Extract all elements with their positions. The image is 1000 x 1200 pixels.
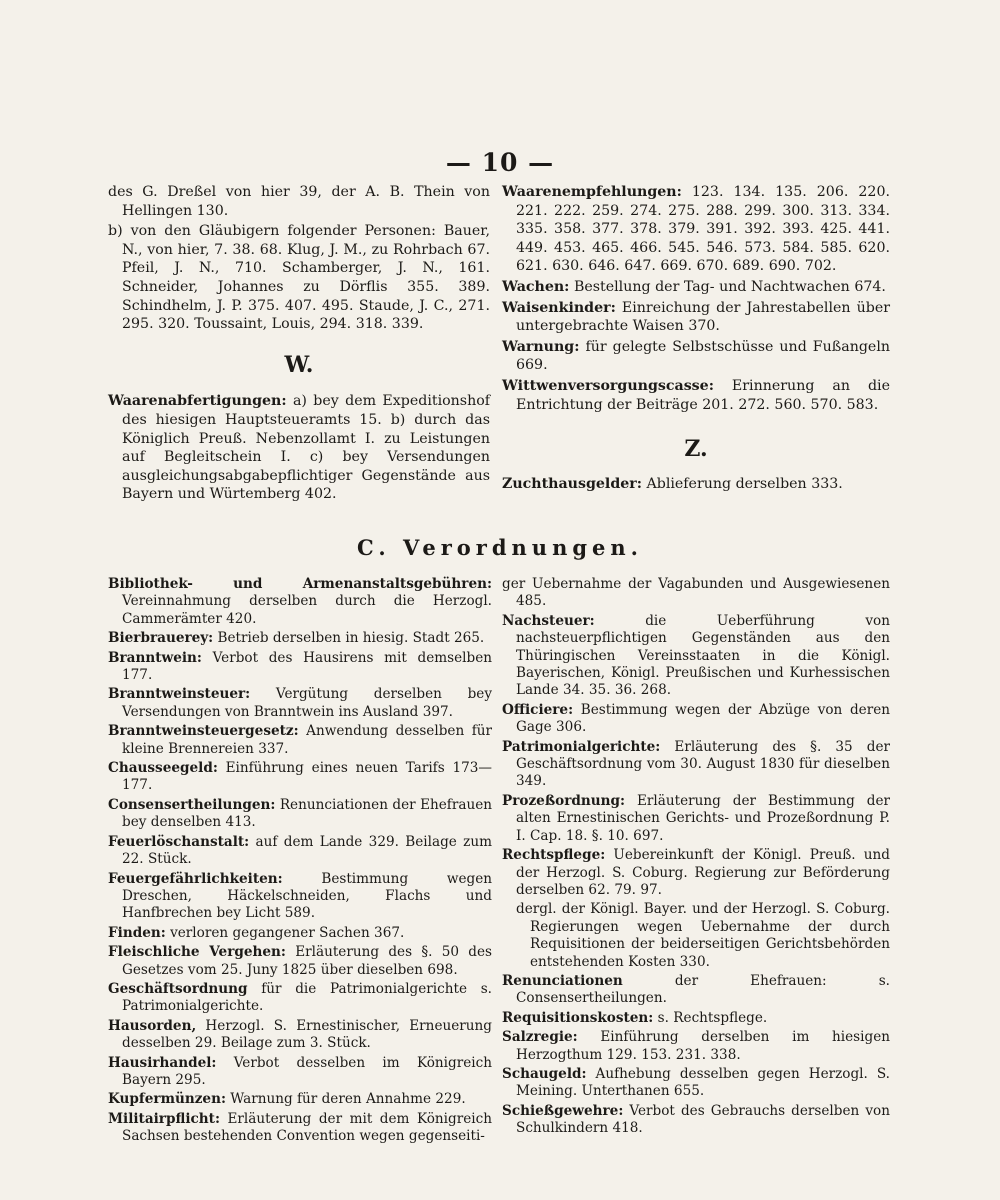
entry-term: Chausseegeld: xyxy=(108,760,218,777)
entry-text: Bestimmung wegen Dreschen, Häckelschneiden, Flachs und Hanfbrechen bey Licht 589. xyxy=(122,870,492,922)
index-entry xyxy=(108,944,492,979)
entry-text: Erläuterung der Bestimmung der alten Ernestinischen Gerichts- und Prozeßordnung P. I. Cap. 18. §. 10. 697. xyxy=(516,792,890,844)
index-entry xyxy=(108,630,492,647)
entry-term: Wachen: xyxy=(502,278,570,295)
index-entry xyxy=(502,739,890,791)
entry-text: Uebereinkunft der Königl. Preuß. und der Herzogl. S. Coburg. Regierung zur Beförderung derselben 62. 79. 97. xyxy=(516,847,890,898)
entry-text: Erinnerung an die Entrichtung der Beiträge 201. 272. 560. 570. 583. xyxy=(516,377,890,413)
entry-term: Geschäftsordnung xyxy=(108,980,248,997)
entry-term: Schaugeld: xyxy=(502,1065,587,1082)
index-entry xyxy=(108,1055,492,1090)
entry-term: Waarenempfehlungen: xyxy=(502,184,682,200)
entry-term: Hausorden, xyxy=(108,1017,197,1034)
index-entry xyxy=(108,871,492,923)
entry-text: Betrieb derselben in hiesig. Stadt 265. xyxy=(213,630,485,647)
index-entry xyxy=(108,650,492,685)
entry-term: Consensertheilungen: xyxy=(108,796,276,813)
entry-term: Officiere: xyxy=(502,701,574,718)
section-letter-w: W. xyxy=(284,351,314,378)
index-entry xyxy=(108,981,492,1016)
index-entry xyxy=(108,1018,492,1053)
entry-text: Verbot des Gebrauchs derselben von Schulkindern 418. xyxy=(516,1102,890,1137)
index-entry xyxy=(502,973,890,1008)
entry-term: Requisitionskosten: xyxy=(502,1009,654,1026)
entry-text: 123. 134. 135. 206. 220. 221. 222. 259. 274. 275. 288. 299. 300. 313. 334. 335. 358. 377. 378. 379. 391. 392. 393. 425. 441. 449. 453. 465. 466. 545. 546. 573. 584. 585. 620. 621. 630. 646. 647. 669. 670. 689. 690. 702. xyxy=(516,184,890,275)
entry-term: Finden: xyxy=(108,924,166,941)
entry-text: Vergütung derselben bey Versendungen von Branntwein ins Ausland 397. xyxy=(122,686,492,720)
index-entry xyxy=(108,1091,492,1108)
entry-term: Nachsteuer: xyxy=(502,612,595,629)
entry-text: Erläuterung der mit dem Königreich Sachsen bestehenden Convention wegen gegenseiti- xyxy=(122,1110,492,1145)
entry-text: a) bey dem Expeditionshof des hiesigen Hauptsteueramts 15. b) durch das Königlich Preuß. Nebenzollamt I. zu Leistungen auf Begleitschein I. c) bey Versendungen ausgleichungsabgabepflichtiger Gegenstände aus Bayern und Würtemberg 402. xyxy=(122,393,490,503)
index-entry xyxy=(502,183,890,276)
entry-term: Wittwenversorgungscasse: xyxy=(502,377,714,394)
index-entry xyxy=(502,475,890,494)
entry-term: Branntweinsteuer: xyxy=(108,686,251,703)
entry-text: Vereinnahmung derselben durch die Herzogl. Cammerämter 420. xyxy=(122,593,492,627)
entry-text: der Ehefrauen: s. Consensertheilungen. xyxy=(516,972,890,1007)
entry-term: Kupfermünzen: xyxy=(108,1091,226,1108)
entry-term: Bibliothek- und Armenanstaltsgebühren: xyxy=(108,576,492,592)
entry-text: Warnung für deren Annahme 229. xyxy=(225,1091,466,1108)
entry-text: Verbot des Hausirens mit demselben 177. xyxy=(122,649,492,684)
index-entry xyxy=(502,1103,890,1138)
entry-term: Waarenabfertigungen: xyxy=(108,393,287,410)
index-entry xyxy=(502,702,890,737)
index-entry xyxy=(108,1111,492,1146)
entry-text: Aufhebung desselben gegen Herzogl. S. Meining. Unterthanen 655. xyxy=(516,1065,890,1100)
entry-text: Renunciationen der Ehefrauen bey denselben 413. xyxy=(122,796,492,831)
index-entry xyxy=(108,686,492,721)
index-entry xyxy=(502,377,890,414)
entry-text: ger Uebernahme der Vagabunden und Ausgewiesenen 485. xyxy=(502,576,890,610)
index-entry xyxy=(108,392,490,504)
index-entry xyxy=(108,760,492,795)
entry-term: Waisenkinder: xyxy=(502,299,616,316)
index-entry xyxy=(502,299,890,336)
index-entry xyxy=(502,613,890,700)
entry-term: Feuerlöschanstalt: xyxy=(108,833,250,850)
entry-text: Bestimmung wegen der Abzüge von deren Gage 306. xyxy=(516,701,890,736)
index-entry xyxy=(502,793,890,845)
section-title: C. Verordnungen. xyxy=(357,535,643,560)
index-entry xyxy=(108,797,492,832)
index-entry xyxy=(108,925,492,942)
entry-text: Bestellung der Tag- und Nachtwachen 674. xyxy=(569,278,886,295)
entry-text: Einreichung der Jahrestabellen über untergebrachte Waisen 370. xyxy=(516,299,890,335)
entry-term: Salzregie: xyxy=(502,1029,578,1046)
entry-term: Branntwein: xyxy=(108,649,202,666)
index-entry xyxy=(502,338,890,375)
index-entry: des G. Dreßel von hier 39, der A. B. Thein von Hellingen 130. xyxy=(108,184,490,219)
entry-term: Schießgewehre: xyxy=(502,1102,624,1119)
entry-text: Erläuterung des §. 35 der Geschäftsordnung vom 30. August 1830 für dieselben 349. xyxy=(516,738,890,790)
index-entry-continued xyxy=(502,576,890,611)
entry-term: Fleischliche Vergehen: xyxy=(108,944,286,961)
entry-text: Einführung derselben im hiesigen Herzogthum 129. 153. 231. 338. xyxy=(516,1029,890,1063)
entry-term: Feuergefährlichkeiten: xyxy=(108,870,283,887)
entry-text: Verbot desselben im Königreich Bayern 295. xyxy=(122,1054,492,1088)
entry-term: Prozeßordnung: xyxy=(502,792,626,809)
entry-text: Herzogl. S. Ernestinischer, Erneuerung desselben 29. Beilage zum 3. Stück. xyxy=(122,1017,492,1052)
index-entry: b) von den Gläubigern folgender Personen: Bauer, N., von hier, 7. 38. 68. Klug, J. M., zu Rohrbach 67. Pfeil, J. N., 710. Schamberger, J. N., 161. Schneider, Johannes zu Dörflis 355. 389. Schindhelm, J. P. 375. 407. 495. Staude, J. C., 271. 295. 320. Toussaint, Louis, 294. 318. 339. xyxy=(108,223,490,333)
entry-term: Warnung: xyxy=(502,338,580,355)
index-column-bottom-left xyxy=(108,576,492,1148)
entry-term: Bierbrauerey: xyxy=(108,630,214,647)
entry-text: Anwendung desselben für kleine Brennereien 337. xyxy=(122,723,492,757)
entry-term: Renunciationen xyxy=(502,972,623,989)
index-entry xyxy=(502,1066,890,1101)
index-entry xyxy=(502,847,890,899)
entry-text: die Ueberführung von nachsteuerpflichtigen Gegenständen aus den Thüringischen Vereinsstaaten in die Königl. Bayerischen, Königl. Preußischen und Kurhessischen Lande 34. 35. 36. 268. xyxy=(516,612,890,699)
entry-text: für gelegte Selbstschüsse und Fußangeln 669. xyxy=(516,338,890,374)
entry-text: Einführung eines neuen Tarifs 173—177. xyxy=(122,760,492,794)
index-entry xyxy=(502,901,890,971)
index-entry xyxy=(108,723,492,758)
entry-term: Patrimonialgerichte: xyxy=(502,738,661,755)
entry-text: Erläuterung des §. 50 des Gesetzes vom 25. Juny 1825 über dieselben 698. xyxy=(122,944,492,978)
entry-term: Militairpflicht: xyxy=(108,1110,220,1127)
entry-term: Branntweinsteuergesetz: xyxy=(108,723,299,740)
index-entry xyxy=(108,834,492,869)
entry-text: s. Rechtspflege. xyxy=(653,1009,768,1026)
index-entry xyxy=(502,1029,890,1064)
index-column-top-left xyxy=(108,183,490,506)
index-entry xyxy=(502,1010,890,1027)
section-letter-z: Z. xyxy=(684,436,708,463)
page-number: — 10 — xyxy=(445,148,555,177)
entry-text: dergl. der Königl. Bayer. und der Herzogl. S. Coburg. Regierungen wegen Uebernahme der durch Requisitionen der beiderseitigen Gerichtsbehörden entstehenden Kosten 330. xyxy=(516,901,890,970)
entry-term: Rechtspflege: xyxy=(502,847,606,864)
index-entry xyxy=(108,576,492,628)
entry-text: auf dem Lande 329. Beilage zum 22. Stück. xyxy=(122,833,492,868)
entry-text: verloren gegangener Sachen 367. xyxy=(165,924,405,941)
index-column-bottom-right xyxy=(502,576,890,1140)
entry-term: Hausirhandel: xyxy=(108,1054,217,1071)
index-column-top-right xyxy=(502,183,890,495)
entry-term: Zuchthausgelder: xyxy=(502,475,642,492)
entry-text: Ablieferung derselben 333. xyxy=(641,475,843,492)
index-entry xyxy=(502,278,890,297)
entry-text: für die Patrimonialgerichte s. Patrimonialgerichte. xyxy=(122,980,492,1015)
